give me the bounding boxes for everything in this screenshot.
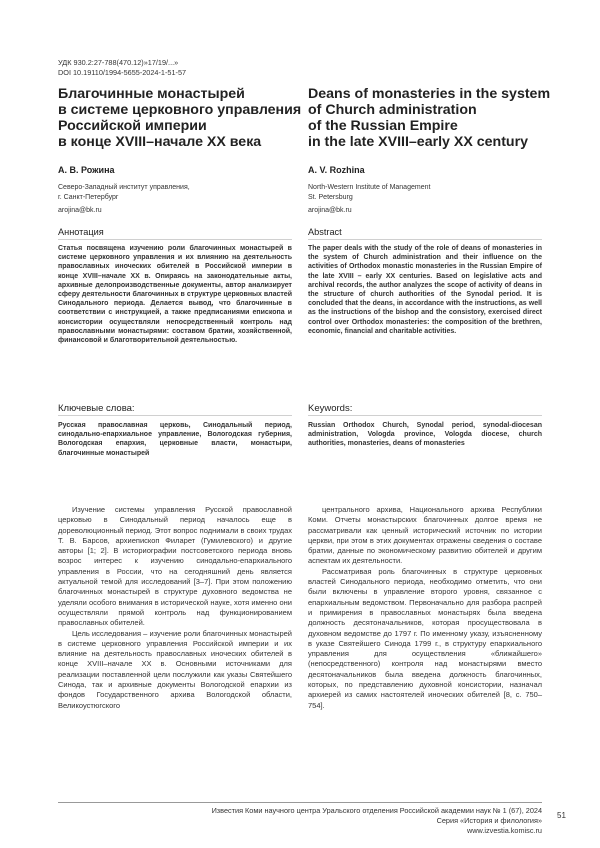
russian-title-line: Благочинные монастырей — [58, 86, 303, 102]
author-email[interactable]: arojina@bk.ru — [308, 206, 548, 216]
footer-website[interactable]: www.izvestia.komisc.ru — [122, 826, 542, 836]
affiliation-line: St. Petersburg — [308, 193, 548, 203]
english-affiliation — [308, 183, 548, 216]
english-abstract-heading: Abstract — [308, 227, 542, 240]
english-keywords: Russian Orthodox Church, Synodal period, synodal-diocesan administration, Vologda province, Vologda diocese, church authorities, monasteries, deans of monasteries — [308, 421, 542, 449]
english-title-line: of Church administration — [308, 102, 553, 118]
footer-divider — [58, 802, 542, 803]
body-right-column — [308, 505, 542, 711]
english-abstract: The paper deals with the study of the role of deans of monasteries in the system of Church administration and their influence on the activities of Orthodox monastic monasteries in the Russian Empire of the late XVIII – early XX centuries. Based on legislative acts and archival records, the author analyzes the scope of activity of deans in the structure of church authorities of the Synodal period. It is concluded that the deans, in accordance with the instructions, as well as the instructions of the bishop and the consistory, exercised direct control over Orthodox monasteries: the composition of the brethren, economic, financial and charitable activities. — [308, 244, 542, 336]
body-paragraph: центрального архива, Национального архива Республики Коми. Отчеты монастырских благочинных долгое время не рассматривали как ценный исторический источник по истории церкви, при этом в этих документах отражены сведения о составе братии, данные по экономическому развитию обителей и другим аспектам их деятельности. — [308, 505, 542, 567]
russian-keywords-heading: Ключевые слова: — [58, 403, 292, 416]
russian-abstract: Статья посвящена изучению роли благочинных монастырей в системе церковного управления и их влиянию на деятельность православных иноческих обителей в Российской империи в конце XVIII–начале XX в. Опираясь на законодательные акты, архивные делопроизводственные документы, автор анализирует сферу деятельности благочинных в структуре церковных властей Синодального периода. Делается вывод, что благочинные в соответствии с инструкцией, а также предписаниями епископа и консистории осуществляли непосредственный контроль над православными монастырями: составом братии, хозяйственной, финансовой и благотворительной деятельностью. — [58, 244, 292, 345]
doi: DOI 10.19110/1994-5655-2024-1-51-57 — [58, 68, 186, 78]
english-title-line: in the late XVIII–early XX century — [308, 134, 553, 150]
author-email[interactable]: arojina@bk.ru — [58, 206, 298, 216]
affiliation-line: г. Санкт-Петербург — [58, 193, 298, 203]
body-paragraph: Цель исследования – изучение роли благочинных монастырей в системе церковного управления Российской империи и их влияние на деятельность православных иноческих обителей в конце XVIII–начале XX в. Основными источниками для реализации поставленной цели послужили как указы Святейшего Синода, так и архивные документы Вологодской епархии из фондов Государственного архива Вологодской области, Великоустюгского — [58, 629, 292, 711]
page-number: 51 — [557, 811, 566, 820]
russian-keywords: Русская православная церковь, Синодальный период, синодально-епархиальное управление, Вологодская губерния, Вологодская епархия, церковные власти, монастыри, благочинные монастырей — [58, 421, 292, 458]
english-title-line: Deans of monasteries in the system — [308, 86, 553, 102]
english-title-line: of the Russian Empire — [308, 118, 553, 134]
footer-journal: Известия Коми научного центра Уральского отделения Российской академии наук № 1 (67), 2024 — [122, 806, 542, 816]
russian-abstract-heading: Аннотация — [58, 227, 292, 240]
body-paragraph: Изучение системы управления Русской православной церковью в Синодальный период началось еще в дореволюционный период. Этот вопрос поднимали в своих трудах Т. В. Барсов, архиепископ Филарет (Гумилевского) и другие авторы [1; 2]. В историографии постсоветского периода вновь возрос интерес к изучению синодально-епархиального управления в России, что на сегодняшний день является актуальной темой для исследований [3–7]. При этом положению благочинных монастырей в структуре духовного ведомства не уделяли особого внимания в исторической науке, хотя именно они осуществляли прямой контроль над функционированием православных обителей. — [58, 505, 292, 629]
english-title — [308, 86, 553, 150]
footer-series: Серия «История и филология» — [122, 816, 542, 826]
affiliation-line: North-Western Institute of Management — [308, 183, 548, 193]
russian-affiliation — [58, 183, 298, 216]
english-keywords-heading: Keywords: — [308, 403, 542, 416]
russian-title — [58, 86, 303, 150]
affiliation-line: Северо-Западный институт управления, — [58, 183, 298, 193]
english-author: A. V. Rozhina — [308, 165, 365, 175]
russian-author: А. В. Рожина — [58, 165, 115, 175]
udc-code: УДК 930.2:27-788(470.12)»17/19/...» — [58, 58, 186, 68]
body-paragraph: Рассматривая роль благочинных в структуре церковных властей Синодального периода, необходимо отметить, что они были включены в управление второго уровня, связанное с епархиальным ведомством. Первоначально для разбора распрей и примирения в православных монастырях была введена должность десятоначальников, которая просуществовала в духовном ведомстве до 1797 г. По именному указу, изъясненному в указе Святейшего Синода 1799 г., в структуру епархиального управления для осуществления «ближайшего» (непосредственного) контроля над монастырями вместо десятоначальников была введена должность благочинных, которых, по представлению духовной консистории, назначал архиерей из самих настоятелей иноческих обителей [8, с. 750–754]. — [308, 567, 542, 711]
article-meta — [58, 58, 186, 78]
body-left-column — [58, 505, 292, 711]
russian-title-line: в системе церковного управления — [58, 102, 303, 118]
russian-title-line: в конце XVIII–начале XX века — [58, 134, 303, 150]
russian-title-line: Российской империи — [58, 118, 303, 134]
